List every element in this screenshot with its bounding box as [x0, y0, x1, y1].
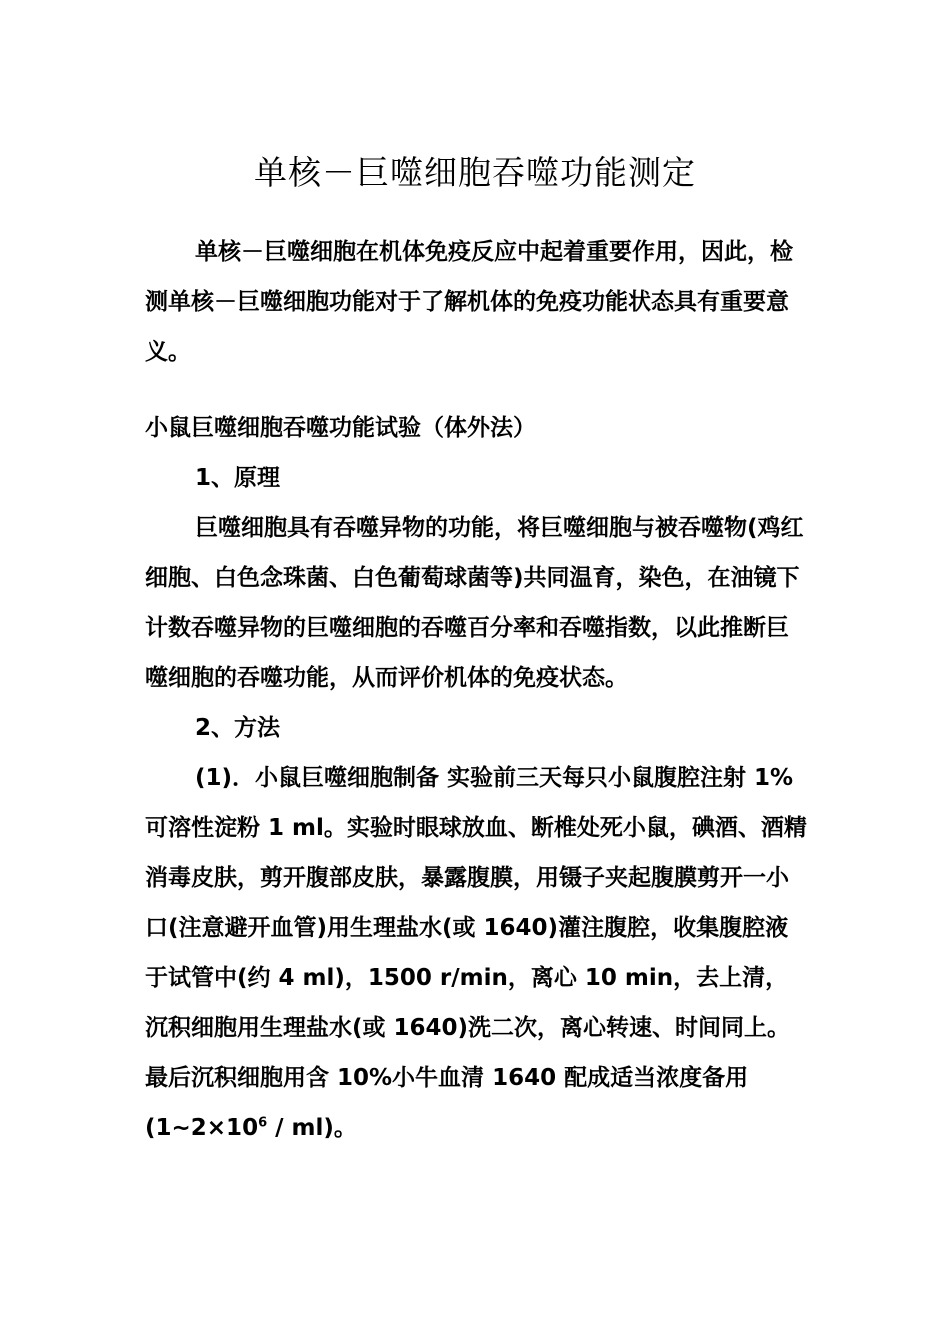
method-heading: 2、方法 — [195, 715, 281, 741]
document-title: 单核－巨噬细胞吞噬功能测定 — [254, 153, 696, 192]
method-text-tail: / ml)。 — [267, 1115, 357, 1141]
section-body — [145, 403, 810, 1153]
method-text: (1)．小鼠巨噬细胞制备 实验前三天每只小鼠腹腔注射 1%可溶性淀粉 1 ml。实验时眼球放血、断椎处死小鼠，碘酒、酒精消毒皮肤，剪开腹部皮肤，暴露腹膜，用镊子夹起腹膜剪开一小口(注意避开血管)用生理盐水(或 1640)灌注腹腔，收集腹腔液于试管中(约 4 ml)，1500 r/min，离心 10 min，去上清，沉积细胞用生理盐水(或 1640)洗二次，离心转速、时间同上。最后沉积细胞用含 10%小牛血清 1640 配成适当浓度备用(1~2×10 — [145, 765, 807, 1141]
document-body — [145, 227, 810, 377]
principle-heading: 1、原理 — [195, 465, 281, 491]
exponent: 6 — [258, 1115, 268, 1131]
intro-paragraph: 单核－巨噬细胞在机体免疫反应中起着重要作用，因此，检测单核－巨噬细胞功能对于了解机体的免疫功能状态具有重要意义。 — [145, 239, 793, 365]
section-title: 小鼠巨噬细胞吞噬功能试验（体外法） — [145, 415, 536, 441]
principle-paragraph: 巨噬细胞具有吞噬异物的功能，将巨噬细胞与被吞噬物(鸡红细胞、白色念珠菌、白色葡萄球菌等)共同温育，染色，在油镜下计数吞噬异物的巨噬细胞的吞噬百分率和吞噬指数，以此推断巨噬细胞的吞噬功能，从而评价机体的免疫状态。 — [145, 515, 804, 691]
method-paragraph — [145, 753, 810, 1153]
